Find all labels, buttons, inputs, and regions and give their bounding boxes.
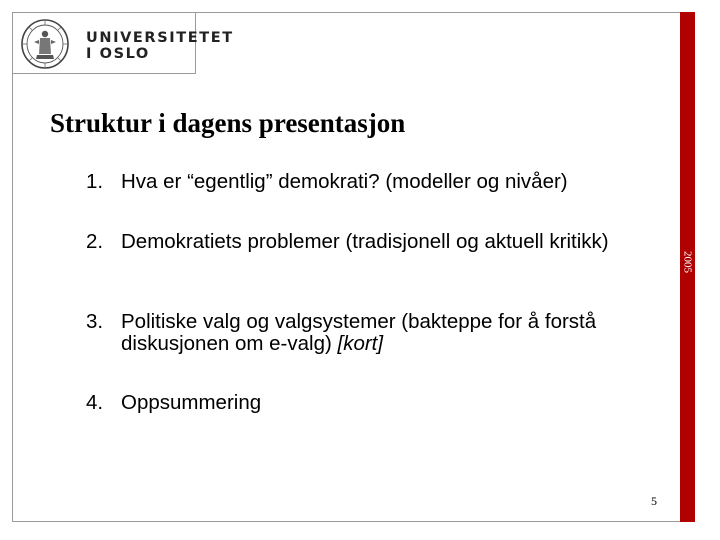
logo-line-1: UNIVERSITETET [86, 30, 234, 46]
university-logo [13, 13, 234, 74]
agenda-number: 2. [86, 230, 104, 253]
agenda-text: Hva er “egentlig” demokrati? (modeller og nivåer) [121, 170, 568, 193]
year-label: 2005 [681, 251, 694, 273]
agenda-text: Politiske valg og valgsystemer (bakteppe for å forstå diskusjonen om e-valg) [121, 310, 597, 355]
agenda-item-2 [86, 231, 646, 253]
agenda-text: Demokratiets problemer (tradisjonell og aktuell kritikk) [121, 230, 609, 253]
agenda-text: Oppsummering [121, 391, 262, 414]
slide-frame [12, 12, 695, 522]
agenda-item-3 [86, 311, 646, 355]
agenda-emphasis: [kort] [337, 332, 384, 355]
agenda-number: 3. [86, 310, 104, 333]
page-number: 5 [651, 494, 657, 508]
agenda-number: 1. [86, 170, 104, 193]
agenda-item-1 [86, 171, 646, 193]
agenda-number: 4. [86, 391, 104, 414]
logo-text [86, 30, 234, 62]
logo-line-2: I OSLO [86, 46, 150, 62]
university-seal-icon [20, 18, 70, 70]
slide-title: Struktur i dagens presentasjon [50, 108, 406, 138]
agenda-item-4 [86, 392, 646, 414]
